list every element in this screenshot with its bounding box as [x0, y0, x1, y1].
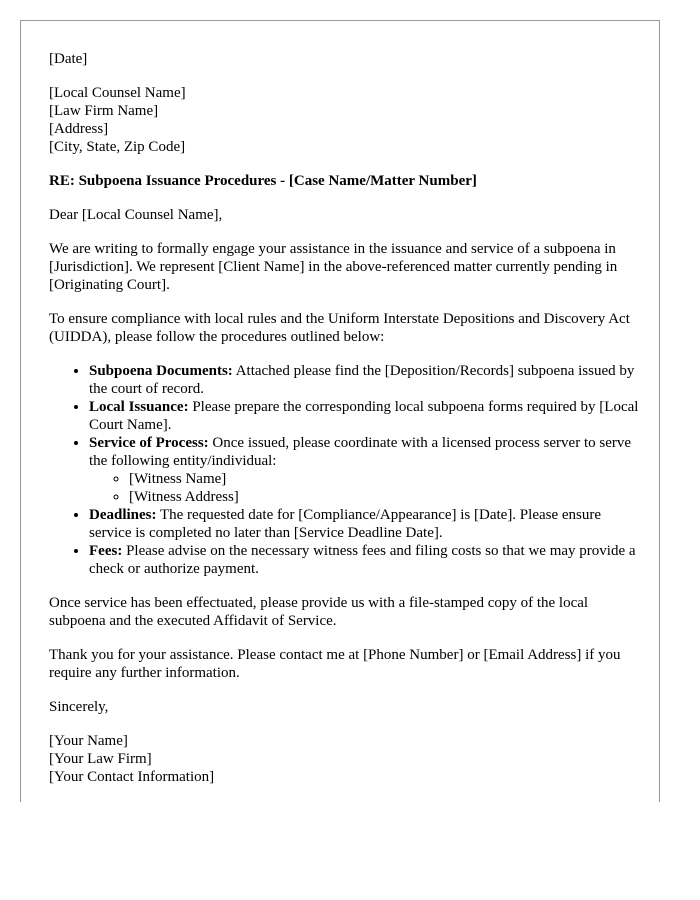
- sender-contact: [Your Contact Information]: [49, 769, 215, 785]
- procedure-text: Attached please find the [Deposition/Records] subpoena issued by the court of record.: [89, 363, 635, 397]
- salutation: Dear [Local Counsel Name],: [49, 207, 223, 223]
- procedure-text: Please prepare the corresponding local subpoena forms required by [Local Court Name].: [89, 399, 639, 433]
- recipient-firm: [Law Firm Name]: [49, 103, 159, 119]
- sender-name: [Your Name]: [49, 733, 128, 749]
- witness-name-item: ◦ [Witness Name]: [129, 470, 639, 488]
- procedure-text: Once issued, please coordinate with a licensed process server to serve the following entity/individual:: [89, 435, 632, 469]
- list-item: [89, 506, 639, 542]
- list-item: [89, 542, 639, 578]
- recipient-address: [Address]: [49, 121, 109, 137]
- list-item: [89, 362, 639, 398]
- procedure-text: The requested date for [Compliance/Appearance] is [Date]. Please ensure service is completed no later than [Service Deadline Date].: [89, 507, 602, 541]
- procedure-label: Subpoena Documents:: [89, 363, 233, 379]
- procedure-label: Deadlines:: [89, 507, 157, 523]
- compliance-paragraph: To ensure compliance with local rules and the Uniform Interstate Depositions and Discovery Act (UIDDA), please follow the procedures outlined below:: [49, 311, 630, 345]
- letter-body: [49, 50, 639, 802]
- procedure-label: Fees:: [89, 543, 123, 559]
- thanks-paragraph: Thank you for your assistance. Please contact me at [Phone Number] or [Email Address] if you require any further information.: [49, 647, 621, 681]
- subject-line: RE: Subpoena Issuance Procedures - [Case Name/Matter Number]: [49, 173, 477, 189]
- letter-page: [20, 20, 660, 802]
- witness-address-item: ◦ [Witness Address]: [129, 488, 639, 506]
- recipient-block: [49, 84, 639, 156]
- list-item: [89, 398, 639, 434]
- service-request-paragraph: Once service has been effectuated, please provide us with a file-stamped copy of the local subpoena and the executed Affidavit of Service.: [49, 595, 589, 629]
- witness-list: [89, 470, 639, 506]
- letter-date: [Date]: [49, 51, 88, 67]
- signature-block: [49, 732, 639, 786]
- sender-firm: [Your Law Firm]: [49, 751, 152, 767]
- procedures-list: [49, 362, 639, 578]
- procedure-text: Please advise on the necessary witness fees and filing costs so that we may provide a check or authorize payment.: [89, 543, 636, 577]
- intro-paragraph: We are writing to formally engage your assistance in the issuance and service of a subpoena in [Jurisdiction]. We represent [Client Name] in the above-referenced matter currently pending in [Originating Court].: [49, 241, 618, 293]
- recipient-name: [Local Counsel Name]: [49, 85, 186, 101]
- procedure-label: Service of Process:: [89, 435, 209, 451]
- list-item: [89, 434, 639, 506]
- closing: Sincerely,: [49, 699, 109, 715]
- procedure-label: Local Issuance:: [89, 399, 189, 415]
- recipient-city-state-zip: [City, State, Zip Code]: [49, 139, 186, 155]
